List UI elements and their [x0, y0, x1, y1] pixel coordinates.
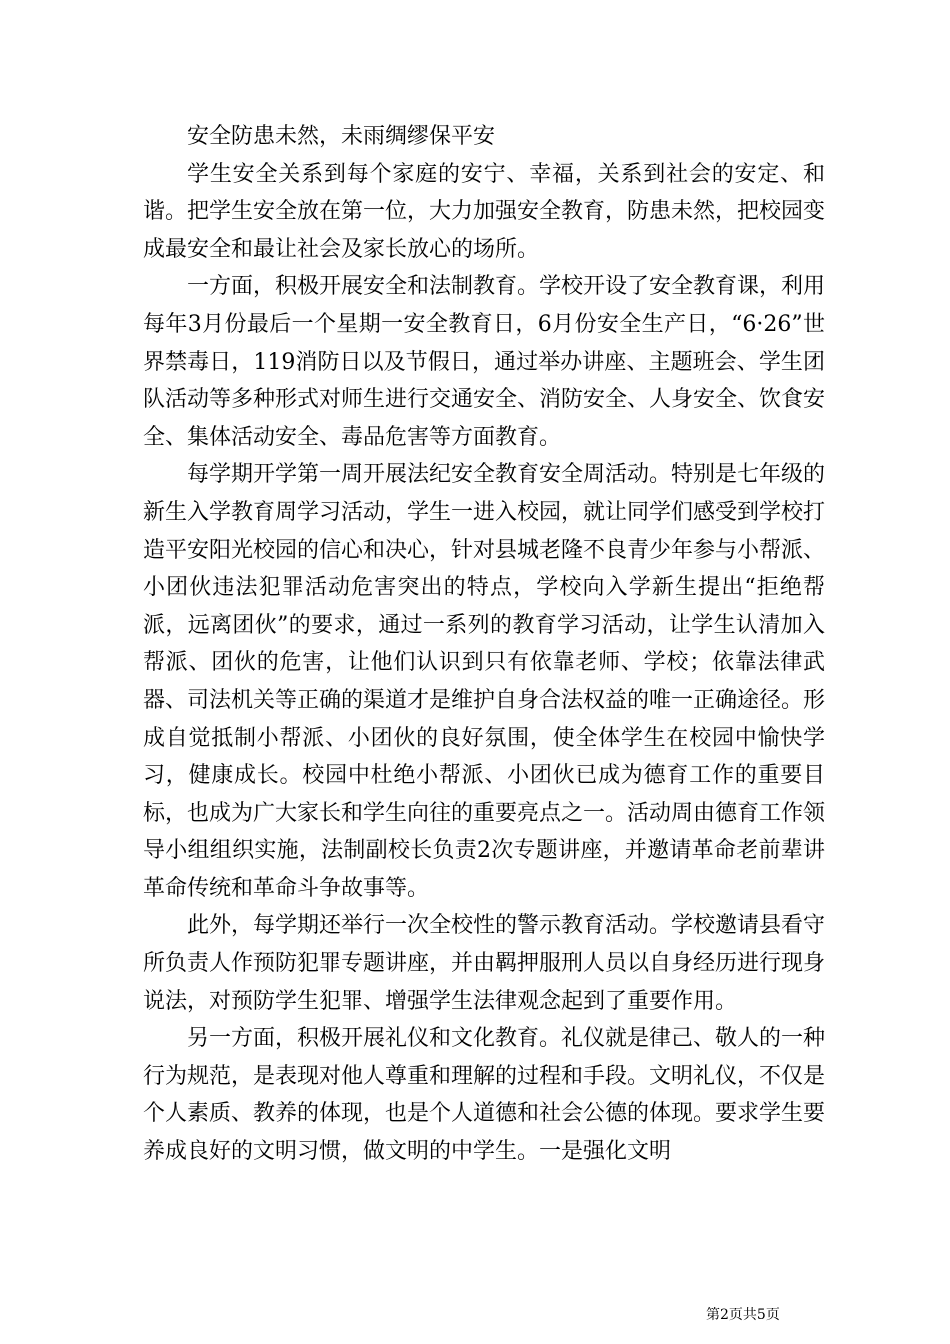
page-number: 第2页共5页 [706, 1307, 780, 1323]
paragraph: 一方面，积极开展安全和法制教育。学校开设了安全教育课，利用每年3月份最后一个星期一安全教育日，6月份安全生产日，“6·26”世界禁毒日，119消防日以及节假日，通过举办讲座、主题班会、学生团队活动等多种形式对师生进行交通安全、消防安全、人身安全、饮食安全、集体活动安全、毒品危害等方面教育。 [143, 274, 826, 450]
document-title: 安全防患未然，未雨绸缪保平安 [187, 124, 496, 149]
paragraph: 学生安全关系到每个家庭的安宁、幸福，关系到社会的安定、和谐。把学生安全放在第一位，大力加强安全教育，防患未然，把校园变成最安全和最让社会及家长放心的场所。 [143, 161, 826, 262]
paragraph: 另一方面，积极开展礼仪和文化教育。礼仪就是律己、敬人的一种行为规范，是表现对他人尊重和理解的过程和手段。文明礼仪，不仅是个人素质、教养的体现，也是个人道德和社会公德的体现。要求学生要养成良好的文明习惯，做文明的中学生。一是强化文明 [143, 1026, 826, 1165]
paragraph: 此外，每学期还举行一次全校性的警示教育活动。学校邀请县看守所负责人作预防犯罪专题讲座，并由羁押服刑人员以自身经历进行现身说法，对预防学生犯罪、增强学生法律观念起到了重要作用。 [143, 913, 826, 1014]
paragraph: 每学期开学第一周开展法纪安全教育安全周活动。特别是七年级的新生入学教育周学习活动，学生一进入校园，就让同学们感受到学校打造平安阳光校园的信心和决心，针对县城老隆不良青少年参与小帮派、小团伙违法犯罪活动危害突出的特点，学校向入学新生提出“拒绝帮派，远离团伙”的要求，通过一系列的教育学习活动，让学生认清加入帮派、团伙的危害，让他们认识到只有依靠老师、学校；依靠法律武器、司法机关等正确的渠道才是维护自身合法权益的唯一正确途径。形成自觉抵制小帮派、小团伙的良好氛围，使全体学生在校园中愉快学习，健康成长。校园中杜绝小帮派、小团伙已成为德育工作的重要目标，也成为广大家长和学生向往的重要亮点之一。活动周由德育工作领导小组组织实施，法制副校长负责2次专题讲座，并邀请革命老前辈讲革命传统和革命斗争故事等。 [143, 462, 826, 901]
document-body [143, 118, 825, 1171]
